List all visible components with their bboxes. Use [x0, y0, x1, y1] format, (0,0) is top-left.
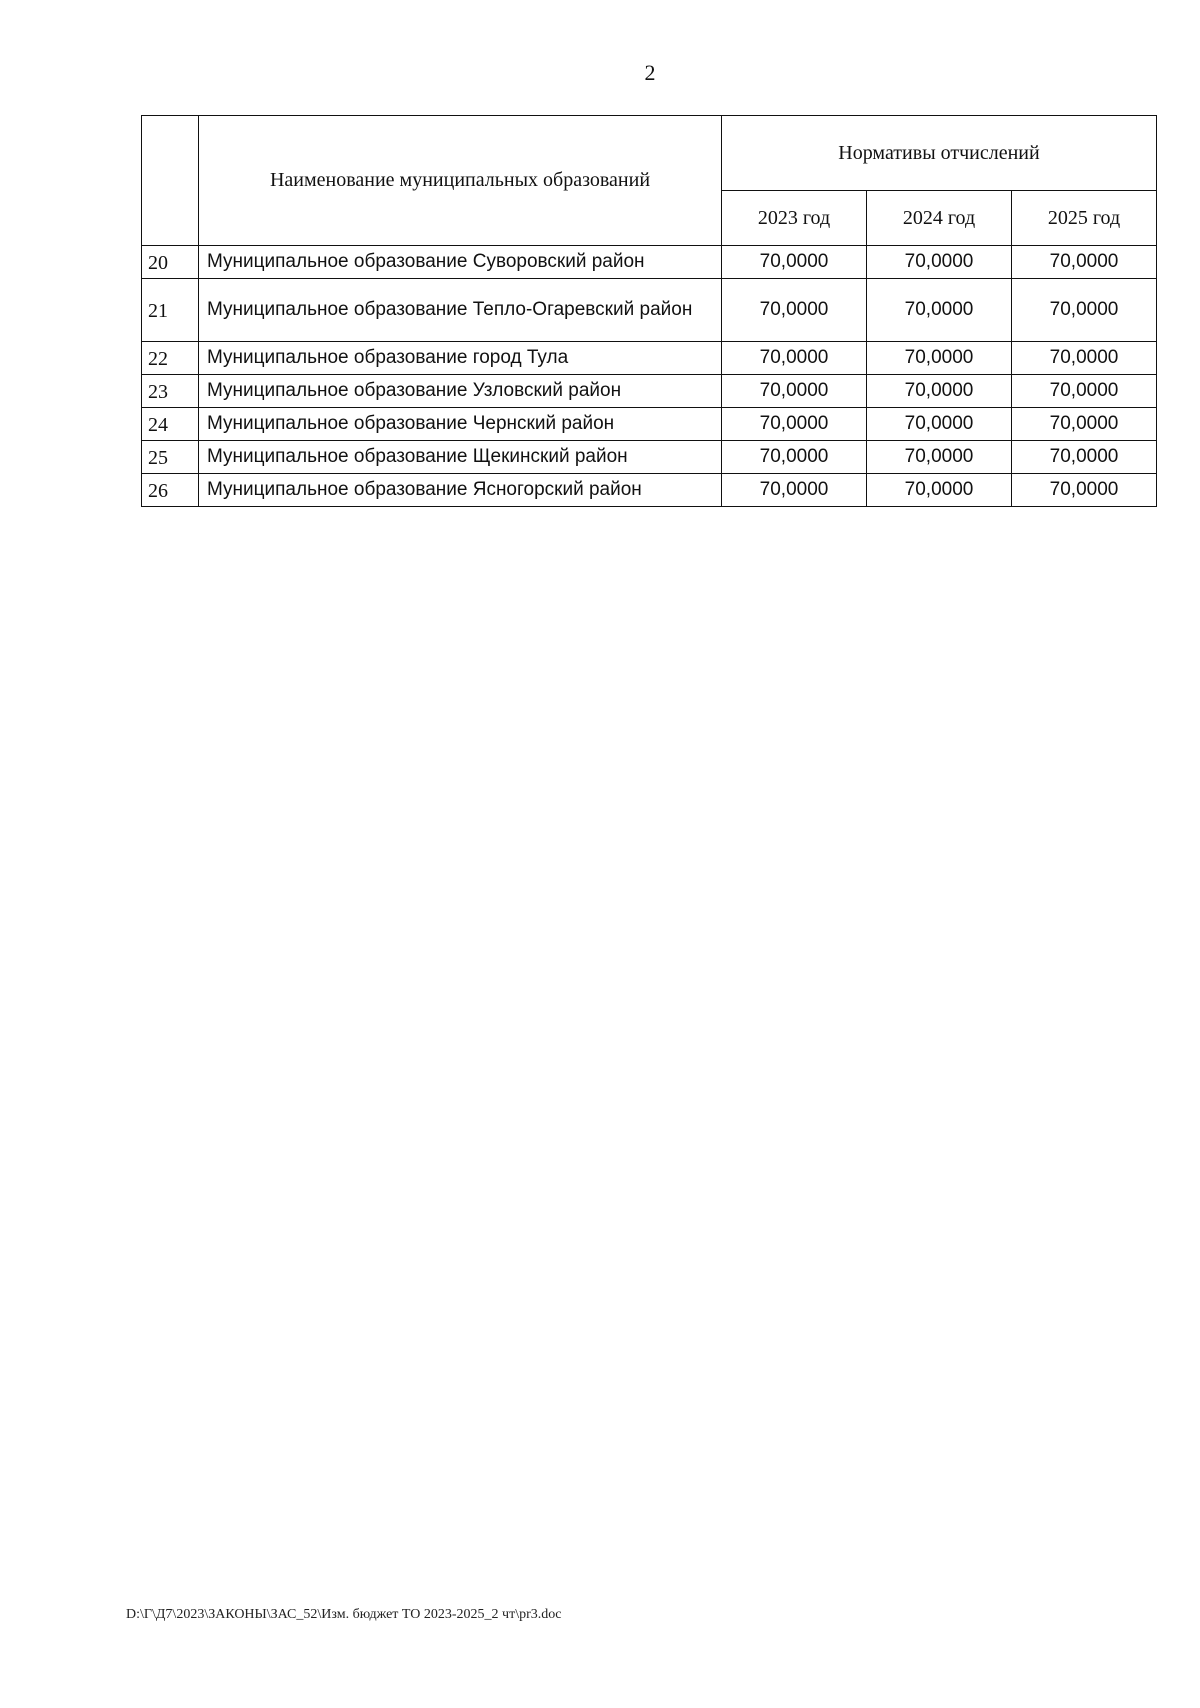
row-number: 21 [142, 279, 199, 342]
row-value-2024: 70,0000 [867, 246, 1012, 279]
row-number: 20 [142, 246, 199, 279]
row-value-2025: 70,0000 [1012, 441, 1157, 474]
row-number: 26 [142, 474, 199, 507]
row-value-2024: 70,0000 [867, 474, 1012, 507]
row-value-2023: 70,0000 [722, 474, 867, 507]
row-name: Муниципальное образование город Тула [199, 342, 722, 375]
row-value-2024: 70,0000 [867, 342, 1012, 375]
row-name: Муниципальное образование Суворовский район [199, 246, 722, 279]
row-name: Муниципальное образование Ясногорский район [199, 474, 722, 507]
header-year-2025: 2025 год [1012, 191, 1157, 246]
header-year-2024: 2024 год [867, 191, 1012, 246]
table-header-row [142, 116, 1157, 191]
header-name-cell: Наименование муниципальных образований [199, 116, 722, 246]
table-row [142, 408, 1157, 441]
header-number-cell [142, 116, 199, 246]
row-number: 24 [142, 408, 199, 441]
page-number: 2 [644, 60, 656, 85]
table-row [142, 246, 1157, 279]
table-row [142, 279, 1157, 342]
table-row [142, 474, 1157, 507]
row-value-2023: 70,0000 [722, 441, 867, 474]
row-value-2025: 70,0000 [1012, 408, 1157, 441]
row-name: Муниципальное образование Узловский район [199, 375, 722, 408]
row-value-2023: 70,0000 [722, 375, 867, 408]
norms-table-container [141, 115, 1157, 507]
row-value-2023: 70,0000 [722, 246, 867, 279]
header-year-2023: 2023 год [722, 191, 867, 246]
file-path-footer: D:\Г\Д7\2023\ЗАКОНЫ\ЗАС_52\Изм. бюджет ТО 2023-2025_2 чт\pr3.doc [126, 1607, 562, 1622]
row-value-2023: 70,0000 [722, 342, 867, 375]
row-value-2025: 70,0000 [1012, 279, 1157, 342]
row-value-2023: 70,0000 [722, 408, 867, 441]
row-value-2025: 70,0000 [1012, 342, 1157, 375]
row-number: 23 [142, 375, 199, 408]
row-value-2024: 70,0000 [867, 375, 1012, 408]
table-row [142, 441, 1157, 474]
norms-table [141, 115, 1157, 507]
row-value-2024: 70,0000 [867, 408, 1012, 441]
table-row [142, 375, 1157, 408]
row-name: Муниципальное образование Чернский район [199, 408, 722, 441]
table-row [142, 342, 1157, 375]
row-number: 25 [142, 441, 199, 474]
row-name: Муниципальное образование Тепло-Огаревский район [199, 279, 722, 342]
row-value-2025: 70,0000 [1012, 474, 1157, 507]
row-value-2025: 70,0000 [1012, 375, 1157, 408]
row-value-2024: 70,0000 [867, 441, 1012, 474]
row-value-2023: 70,0000 [722, 279, 867, 342]
row-value-2025: 70,0000 [1012, 246, 1157, 279]
row-number: 22 [142, 342, 199, 375]
row-value-2024: 70,0000 [867, 279, 1012, 342]
row-name: Муниципальное образование Щекинский район [199, 441, 722, 474]
header-norms-cell: Нормативы отчислений [722, 116, 1157, 191]
